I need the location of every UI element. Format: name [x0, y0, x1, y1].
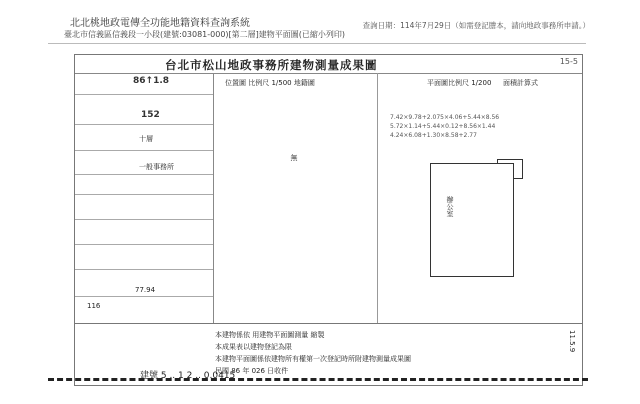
- scale-left-label: 位置圖 比例尺 1/500 地籍圖: [225, 79, 315, 87]
- document-title: 台北市松山地政事務所建物測量成果圖: [165, 58, 378, 72]
- floors-label: 十層: [139, 135, 153, 143]
- survey-document: [74, 54, 583, 386]
- header-subtitle: 臺北市信義區信義段一小段(建號:03081-000)[第二層]建物平面圖(已縮小列印): [64, 30, 346, 39]
- footer-note-3: 本建物平面圖係依建物所有權第一次登記時所附建物測量成果圖: [215, 355, 411, 363]
- plan-label-left: 無: [290, 154, 298, 161]
- footer-note-2: 本成果表以建物登記為限: [215, 343, 292, 351]
- corner-mark: 15-5: [559, 57, 578, 66]
- area-value: 152: [141, 110, 160, 120]
- bottom-strip: 建號 5 .. 1 2 .. 0.0415: [140, 371, 236, 381]
- footer-date: 民國 86 年 026 日收件: [215, 367, 289, 375]
- building-no: 86↑1.8: [133, 76, 170, 86]
- plan-panel: [213, 73, 582, 324]
- query-note: 查詢日期：114年7月29日（如需登記謄本，請向地政事務所申請。）: [362, 21, 590, 30]
- usage-label: 一般事務所: [139, 163, 174, 171]
- header-divider: [48, 43, 586, 44]
- bottom-dash: [48, 378, 588, 381]
- header-title: 北北桃地政電傳全功能地籍資料查詢系統: [70, 18, 250, 29]
- building-outline: [430, 163, 514, 277]
- plan-label-center: 辦公室: [446, 196, 454, 217]
- left-total: 116: [87, 302, 101, 310]
- scale-right-label: 平面圖比例尺 1/200: [427, 79, 492, 87]
- left-info-column: [75, 73, 214, 324]
- area-calc-label: 面積計算式: [503, 79, 538, 87]
- stamp-no: 11.5.9: [568, 330, 576, 353]
- area-sum: 77.94: [135, 286, 156, 294]
- panel-divider: [377, 73, 378, 323]
- footer-note-1: 本建物係依 用建物平面圖測量 縮製: [215, 331, 325, 339]
- calc-notes: 7.42×9.78+2.075×4.06+5.44×8.56 5.72×1.14+5.44×0.12+8.56×1.44 4.24×6.08+1.30×8.58+2.77: [390, 114, 500, 139]
